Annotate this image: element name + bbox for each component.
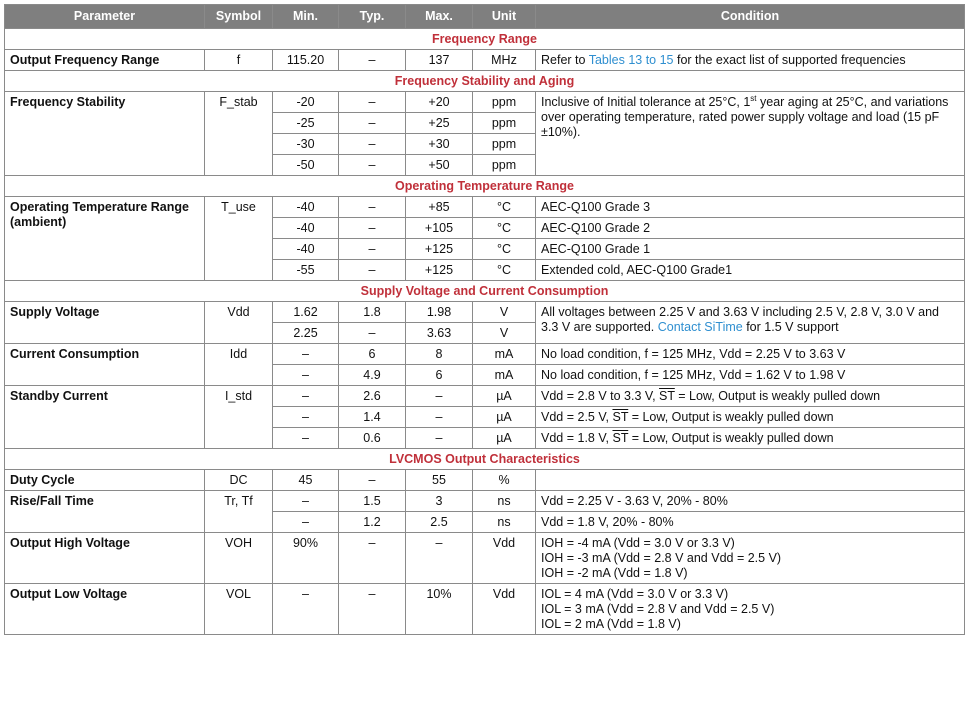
unit-cell: °C: [473, 260, 536, 281]
unit-cell: µA: [473, 386, 536, 407]
max-cell: –: [406, 533, 473, 584]
unit-cell: µA: [473, 428, 536, 449]
condition-text: Refer to: [541, 53, 589, 67]
condition-text: Vdd = 1.8 V,: [541, 431, 613, 445]
unit-cell: ns: [473, 512, 536, 533]
condition-cell: [536, 92, 965, 176]
section-frequency-range: Frequency Range: [5, 29, 965, 50]
param-cell: Current Consumption: [5, 344, 205, 386]
max-cell: 8: [406, 344, 473, 365]
header-typ: Typ.: [339, 5, 406, 29]
param-cell: Duty Cycle: [5, 470, 205, 491]
table-row: [5, 50, 965, 71]
max-cell: +20: [406, 92, 473, 113]
symbol-cell: Idd: [205, 344, 273, 386]
condition-cell: [536, 584, 965, 635]
symbol-cell: VOH: [205, 533, 273, 584]
unit-cell: V: [473, 302, 536, 323]
max-cell: +50: [406, 155, 473, 176]
unit-cell: %: [473, 470, 536, 491]
table-row: [5, 197, 965, 218]
st-overline-text: $\overline{ST}$: [659, 389, 675, 403]
section-row: [5, 29, 965, 50]
typ-cell: 1.5: [339, 491, 406, 512]
condition-line: IOL = 4 mA (Vdd = 3.0 V or 3.3 V): [541, 587, 729, 601]
condition-text: Vdd = 2.5 V,: [541, 410, 613, 424]
symbol-cell: Vdd: [205, 302, 273, 344]
max-cell: +125: [406, 260, 473, 281]
typ-cell: –: [339, 134, 406, 155]
typ-cell: –: [339, 197, 406, 218]
unit-cell: ppm: [473, 155, 536, 176]
min-cell: -40: [273, 218, 339, 239]
min-cell: 90%: [273, 533, 339, 584]
header-condition: Condition: [536, 5, 965, 29]
symbol-cell: VOL: [205, 584, 273, 635]
st-overline-text: $\overline{ST}$: [612, 410, 629, 424]
typ-cell: 1.4: [339, 407, 406, 428]
typ-cell: 4.9: [339, 365, 406, 386]
section-row: [5, 176, 965, 197]
table-row: [5, 470, 965, 491]
section-operating-temperature: Operating Temperature Range: [5, 176, 965, 197]
typ-cell: 1.2: [339, 512, 406, 533]
typ-cell: –: [339, 113, 406, 134]
max-cell: 10%: [406, 584, 473, 635]
max-cell: –: [406, 407, 473, 428]
param-cell: Output Frequency Range: [5, 50, 205, 71]
section-row: [5, 449, 965, 470]
min-cell: 1.62: [273, 302, 339, 323]
typ-cell: –: [339, 50, 406, 71]
unit-cell: ppm: [473, 134, 536, 155]
condition-text: = Low, Output is weakly pulled down: [628, 410, 834, 424]
unit-cell: ns: [473, 491, 536, 512]
condition-line: IOH = -4 mA (Vdd = 3.0 V or 3.3 V): [541, 536, 735, 550]
min-cell: -20: [273, 92, 339, 113]
unit-cell: °C: [473, 197, 536, 218]
condition-text: = Low, Output is weakly pulled down: [674, 389, 881, 403]
condition-cell: [536, 470, 965, 491]
condition-text: year aging at 25°C, and variations over operating temperature, rated power supply voltage and load (15 pF ±10%).: [541, 95, 949, 139]
condition-text: Vdd = 2.8 V to 3.3 V,: [541, 389, 660, 403]
param-cell: Standby Current: [5, 386, 205, 449]
max-cell: +125: [406, 239, 473, 260]
condition-cell: AEC-Q100 Grade 3: [536, 197, 965, 218]
header-row: [5, 5, 965, 29]
typ-cell: –: [339, 155, 406, 176]
min-cell: -55: [273, 260, 339, 281]
max-cell: –: [406, 428, 473, 449]
condition-text: = Low, Output is weakly pulled down: [628, 431, 834, 445]
header-symbol: Symbol: [205, 5, 273, 29]
header-parameter: Parameter: [5, 5, 205, 29]
max-cell: +85: [406, 197, 473, 218]
st-overline-text: $\overline{ST}$: [612, 431, 629, 445]
unit-cell: ppm: [473, 113, 536, 134]
condition-text: for 1.5 V support: [742, 320, 839, 334]
min-cell: –: [273, 428, 339, 449]
param-cell: Output Low Voltage: [5, 584, 205, 635]
min-cell: -40: [273, 239, 339, 260]
typ-cell: –: [339, 323, 406, 344]
header-unit: Unit: [473, 5, 536, 29]
min-cell: –: [273, 386, 339, 407]
symbol-cell: DC: [205, 470, 273, 491]
symbol-cell: Tr, Tf: [205, 491, 273, 533]
typ-cell: –: [339, 218, 406, 239]
condition-cell: [536, 533, 965, 584]
max-cell: 2.5: [406, 512, 473, 533]
typ-cell: 6: [339, 344, 406, 365]
unit-cell: MHz: [473, 50, 536, 71]
condition-line: IOL = 3 mA (Vdd = 2.8 V and Vdd = 2.5 V): [541, 602, 775, 616]
typ-cell: –: [339, 260, 406, 281]
param-cell: Output High Voltage: [5, 533, 205, 584]
condition-cell: No load condition, f = 125 MHz, Vdd = 2.25 V to 3.63 V: [536, 344, 965, 365]
max-cell: 55: [406, 470, 473, 491]
condition-cell: [536, 50, 965, 71]
section-row: [5, 71, 965, 92]
condition-cell: Vdd = 1.8 V, 20% - 80%: [536, 512, 965, 533]
unit-cell: °C: [473, 218, 536, 239]
min-cell: -40: [273, 197, 339, 218]
typ-cell: –: [339, 470, 406, 491]
condition-cell: [536, 386, 965, 407]
typ-cell: –: [339, 92, 406, 113]
min-cell: -25: [273, 113, 339, 134]
header-min: Min.: [273, 5, 339, 29]
symbol-cell: f: [205, 50, 273, 71]
condition-line: IOL = 2 mA (Vdd = 1.8 V): [541, 617, 681, 631]
param-cell: Frequency Stability: [5, 92, 205, 176]
unit-cell: V: [473, 323, 536, 344]
condition-cell: [536, 407, 965, 428]
min-cell: -50: [273, 155, 339, 176]
section-frequency-stability: Frequency Stability and Aging: [5, 71, 965, 92]
max-cell: +105: [406, 218, 473, 239]
param-cell: Rise/Fall Time: [5, 491, 205, 533]
section-row: [5, 281, 965, 302]
spec-table: [4, 4, 965, 635]
condition-cell: AEC-Q100 Grade 2: [536, 218, 965, 239]
table-row: [5, 533, 965, 584]
table-row: [5, 491, 965, 512]
condition-cell: AEC-Q100 Grade 1: [536, 239, 965, 260]
tables-link[interactable]: Tables 13 to 15: [588, 53, 674, 67]
condition-cell: Extended cold, AEC-Q100 Grade1: [536, 260, 965, 281]
header-max: Max.: [406, 5, 473, 29]
unit-cell: ppm: [473, 92, 536, 113]
typ-cell: –: [339, 239, 406, 260]
unit-cell: mA: [473, 365, 536, 386]
max-cell: –: [406, 386, 473, 407]
condition-text: All voltages between 2.25 V and 3.63 V including 2.5 V, 2.8 V, 3.0 V and 3.3 V are supported.: [541, 305, 939, 334]
typ-cell: –: [339, 533, 406, 584]
min-cell: –: [273, 365, 339, 386]
unit-cell: µA: [473, 407, 536, 428]
min-cell: -30: [273, 134, 339, 155]
min-cell: –: [273, 344, 339, 365]
condition-line: IOH = -2 mA (Vdd = 1.8 V): [541, 566, 688, 580]
max-cell: 1.98: [406, 302, 473, 323]
unit-cell: Vdd: [473, 584, 536, 635]
max-cell: +25: [406, 113, 473, 134]
condition-text: for the exact list of supported frequencies: [673, 53, 906, 67]
condition-line: IOH = -3 mA (Vdd = 2.8 V and Vdd = 2.5 V): [541, 551, 782, 565]
section-lvcmos-output: LVCMOS Output Characteristics: [5, 449, 965, 470]
min-cell: 45: [273, 470, 339, 491]
param-cell: Supply Voltage: [5, 302, 205, 344]
table-row: [5, 584, 965, 635]
min-cell: –: [273, 512, 339, 533]
superscript-text: st: [750, 93, 757, 103]
table-row: [5, 344, 965, 365]
param-cell: Operating Temperature Range (ambient): [5, 197, 205, 281]
condition-cell: No load condition, f = 125 MHz, Vdd = 1.62 V to 1.98 V: [536, 365, 965, 386]
condition-cell: [536, 302, 965, 344]
min-cell: –: [273, 584, 339, 635]
max-cell: 3.63: [406, 323, 473, 344]
max-cell: 137: [406, 50, 473, 71]
typ-cell: 2.6: [339, 386, 406, 407]
table-row: [5, 386, 965, 407]
typ-cell: 1.8: [339, 302, 406, 323]
symbol-cell: F_stab: [205, 92, 273, 176]
min-cell: –: [273, 407, 339, 428]
condition-text: Inclusive of Initial tolerance at 25°C, 1: [541, 95, 751, 109]
typ-cell: 0.6: [339, 428, 406, 449]
min-cell: 115.20: [273, 50, 339, 71]
unit-cell: Vdd: [473, 533, 536, 584]
max-cell: 6: [406, 365, 473, 386]
condition-cell: [536, 428, 965, 449]
section-supply-voltage: Supply Voltage and Current Consumption: [5, 281, 965, 302]
unit-cell: mA: [473, 344, 536, 365]
max-cell: +30: [406, 134, 473, 155]
table-row: [5, 302, 965, 323]
unit-cell: °C: [473, 239, 536, 260]
max-cell: 3: [406, 491, 473, 512]
contact-sitime-link[interactable]: Contact SiTime: [657, 320, 743, 334]
condition-cell: Vdd = 2.25 V - 3.63 V, 20% - 80%: [536, 491, 965, 512]
typ-cell: –: [339, 584, 406, 635]
min-cell: 2.25: [273, 323, 339, 344]
symbol-cell: I_std: [205, 386, 273, 449]
table-row: [5, 92, 965, 113]
symbol-cell: T_use: [205, 197, 273, 281]
min-cell: –: [273, 491, 339, 512]
